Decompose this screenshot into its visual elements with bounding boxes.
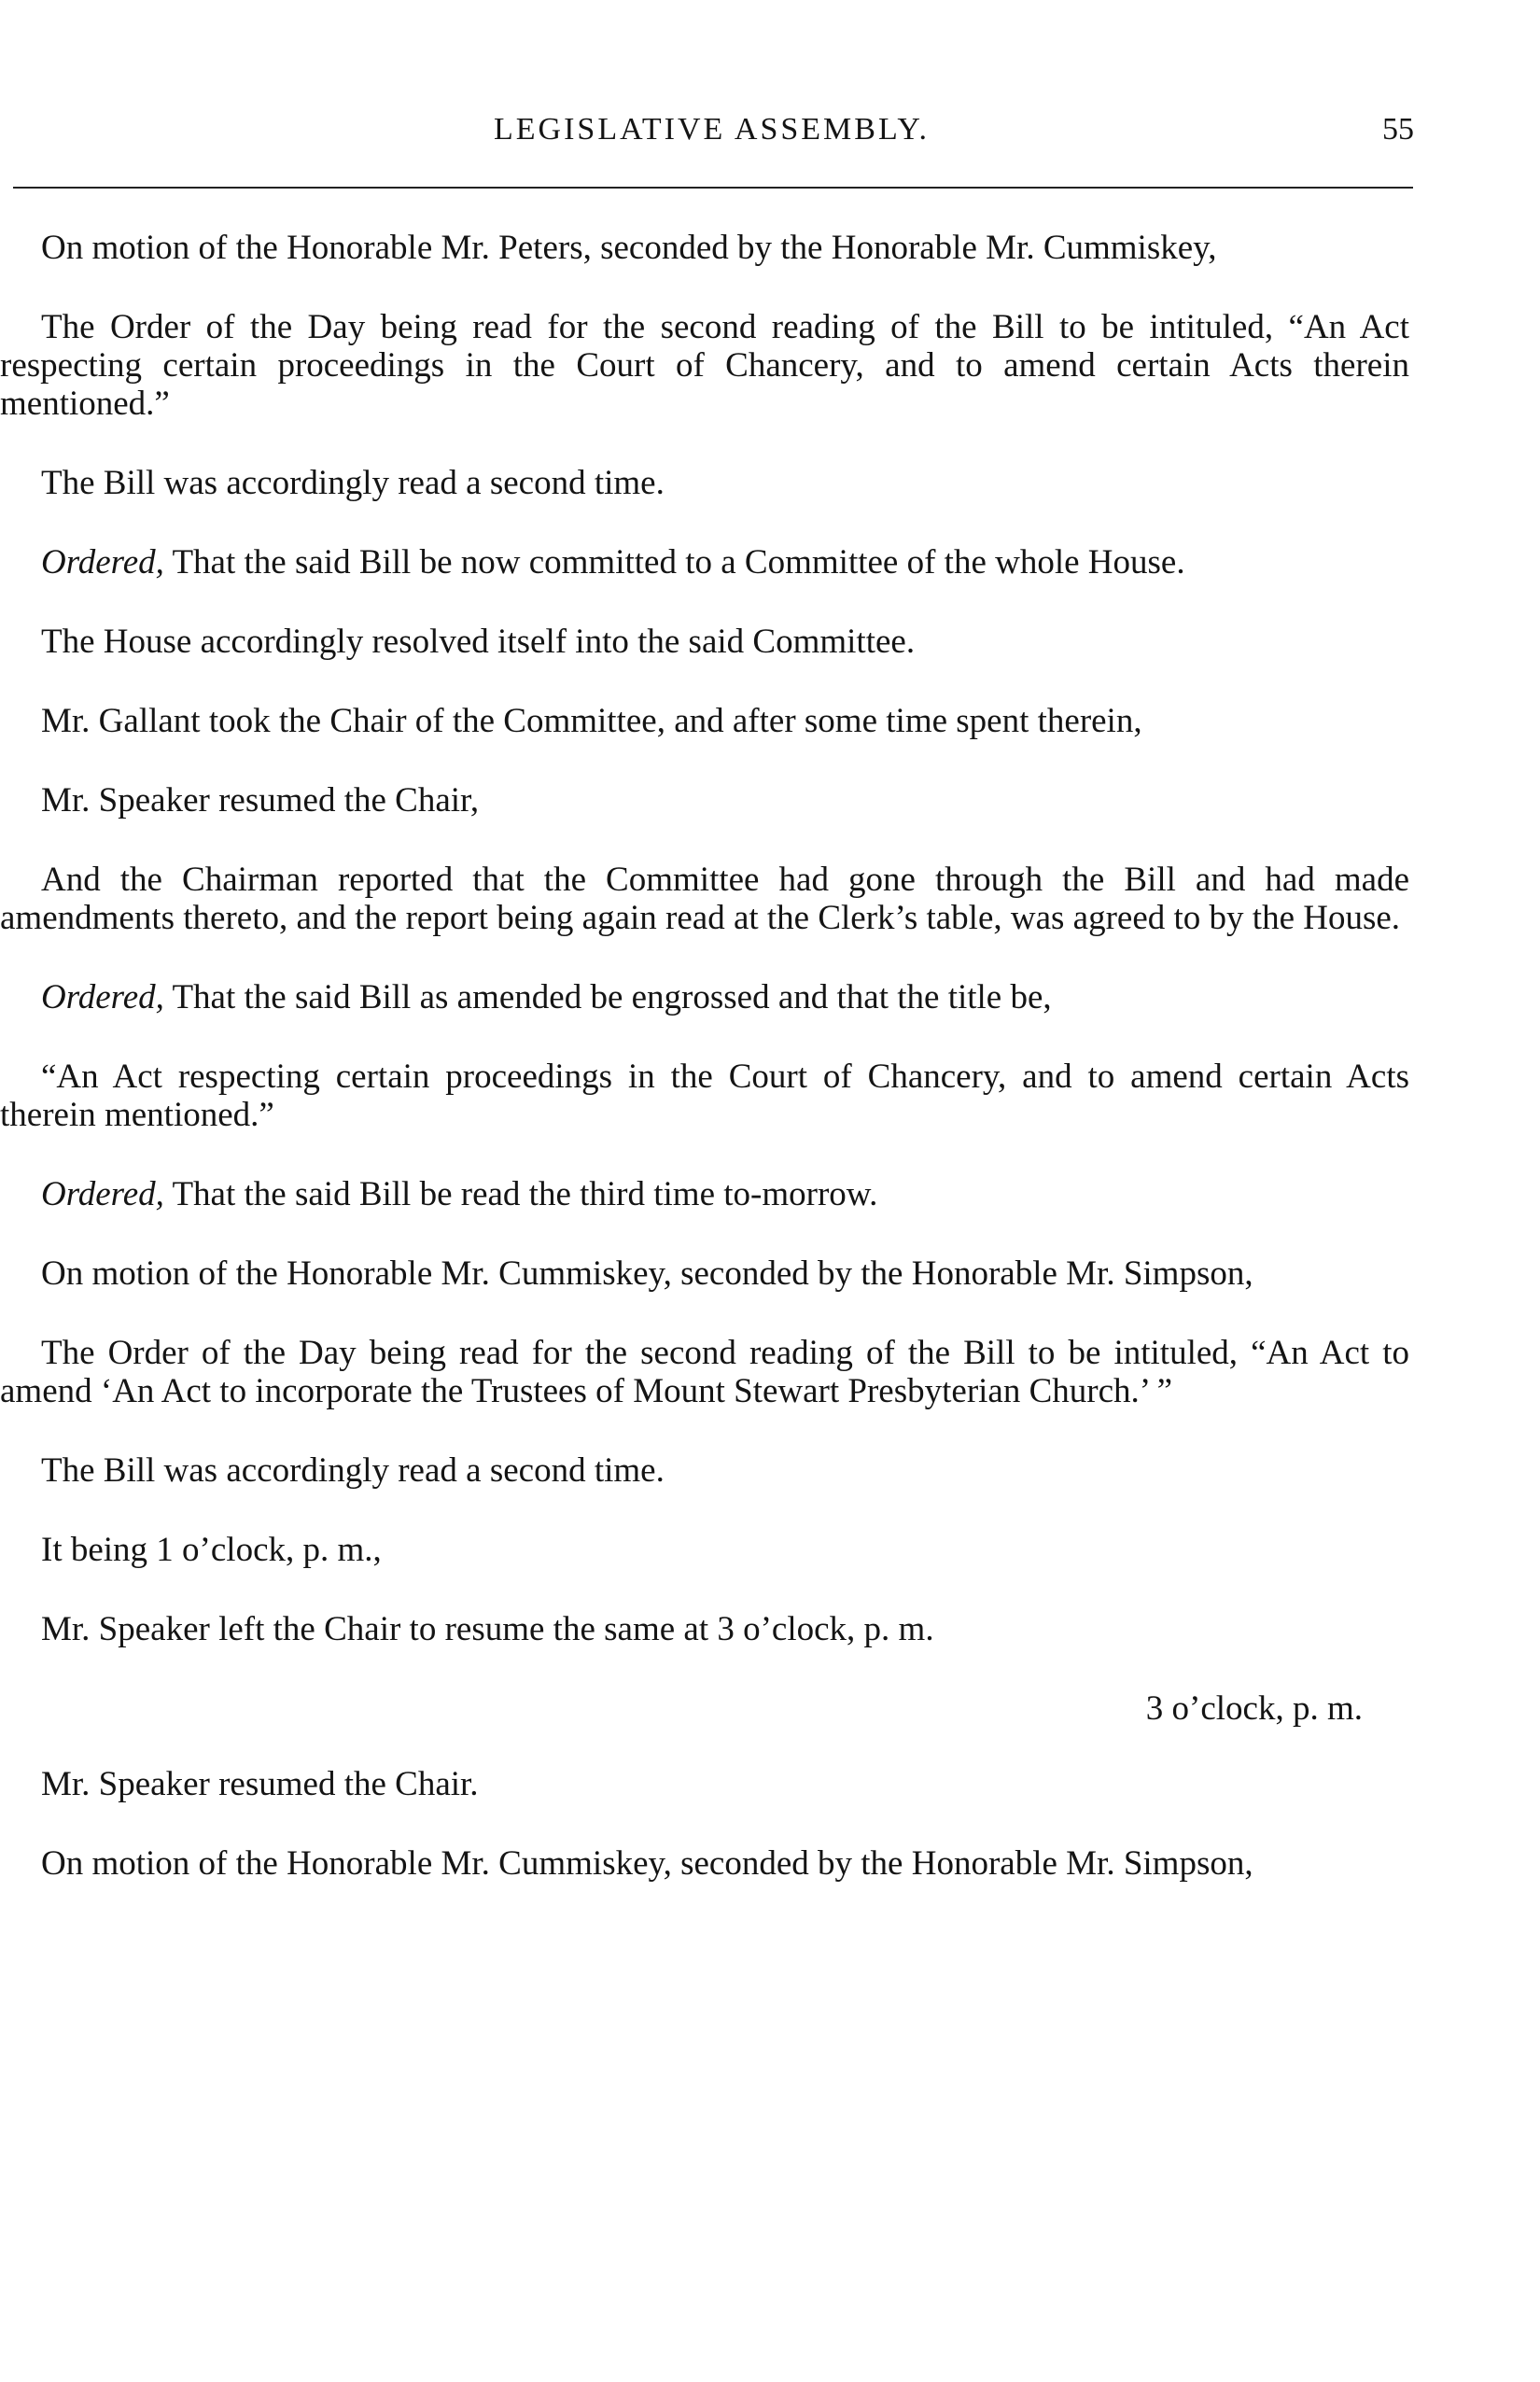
paragraph-text: On motion of the Honorable Mr. Peters, seconded by the Honorable Mr. Cummiskey, bbox=[41, 229, 1217, 267]
paragraph-text: The Order of the Day being read for the second reading of the Bill to be intituled, “An Act to amend ‘An Act to incorporate the Trustees of Mount Stewart Presbyterian Church.’ ” bbox=[0, 1334, 1409, 1410]
paragraph-lead: Ordered, bbox=[41, 978, 164, 1016]
paragraph-text: The Bill was accordingly read a second time. bbox=[41, 1451, 665, 1490]
body-text bbox=[0, 229, 1409, 1924]
paragraph bbox=[0, 781, 1409, 820]
paragraph-text: That the said Bill be read the third time to-morrow. bbox=[163, 1175, 878, 1213]
paragraph-text: Mr. Speaker left the Chair to resume the same at 3 o’clock, p. m. bbox=[41, 1610, 934, 1648]
paragraph-text: That the said Bill as amended be engrossed and that the title be, bbox=[163, 978, 1052, 1016]
paragraph bbox=[0, 1531, 1409, 1569]
paragraph bbox=[0, 308, 1409, 423]
page-number: 55 bbox=[1382, 112, 1414, 147]
paragraph bbox=[0, 702, 1409, 740]
paragraph bbox=[0, 623, 1409, 661]
header-rule bbox=[13, 187, 1413, 189]
paragraph-text: On motion of the Honorable Mr. Cummiskey, seconded by the Honorable Mr. Simpson, bbox=[41, 1254, 1253, 1293]
paragraph bbox=[0, 1765, 1409, 1803]
paragraph-text: Mr. Gallant took the Chair of the Committee, and after some time spent therein, bbox=[41, 702, 1142, 740]
paragraph bbox=[0, 543, 1409, 581]
paragraph-lead: Ordered, bbox=[41, 1175, 164, 1213]
paragraph bbox=[0, 1254, 1409, 1293]
paragraph-lead: Ordered, bbox=[41, 543, 164, 581]
paragraph-text: It being 1 o’clock, p. m., bbox=[41, 1531, 382, 1569]
paragraph-text: And the Chairman reported that the Committee had gone through the Bill and had made amendments thereto, and the report being again read at the Clerk’s table, was agreed to by the House. bbox=[0, 861, 1409, 937]
paragraph bbox=[0, 229, 1409, 267]
running-title: LEGISLATIVE ASSEMBLY. bbox=[494, 112, 930, 147]
paragraphs-after bbox=[0, 1765, 1409, 1883]
paragraph-text: “An Act respecting certain proceedings in the Court of Chancery, and to amend certain Acts therein mentioned.” bbox=[0, 1058, 1409, 1134]
paragraph bbox=[0, 1334, 1409, 1410]
paragraph bbox=[0, 1175, 1409, 1213]
time-heading: 3 o’clock, p. m. bbox=[1145, 1689, 1363, 1728]
paragraph-text: That the said Bill be now committed to a Committee of the whole House. bbox=[163, 543, 1185, 581]
paragraph-text: The Order of the Day being read for the second reading of the Bill to be intituled, “An Act respecting certain proceedings in the Court of Chancery, and to amend certain Acts therein mentioned.” bbox=[0, 308, 1409, 423]
paragraph-text: Mr. Speaker resumed the Chair. bbox=[41, 1765, 479, 1803]
paragraph bbox=[0, 861, 1409, 937]
paragraph-text: Mr. Speaker resumed the Chair, bbox=[41, 781, 480, 820]
paragraph bbox=[0, 1610, 1409, 1648]
paragraph-text: On motion of the Honorable Mr. Cummiskey, seconded by the Honorable Mr. Simpson, bbox=[41, 1844, 1253, 1883]
paragraph bbox=[0, 1844, 1409, 1883]
page-header bbox=[9, 112, 1414, 164]
paragraph-text: The Bill was accordingly read a second time. bbox=[41, 464, 665, 502]
paragraph bbox=[0, 1451, 1409, 1490]
paragraph bbox=[0, 464, 1409, 502]
paragraph bbox=[0, 978, 1409, 1016]
paragraph-text: The House accordingly resolved itself into the said Committee. bbox=[41, 623, 916, 661]
paragraph bbox=[0, 1058, 1409, 1134]
paragraphs-before bbox=[0, 229, 1409, 1648]
